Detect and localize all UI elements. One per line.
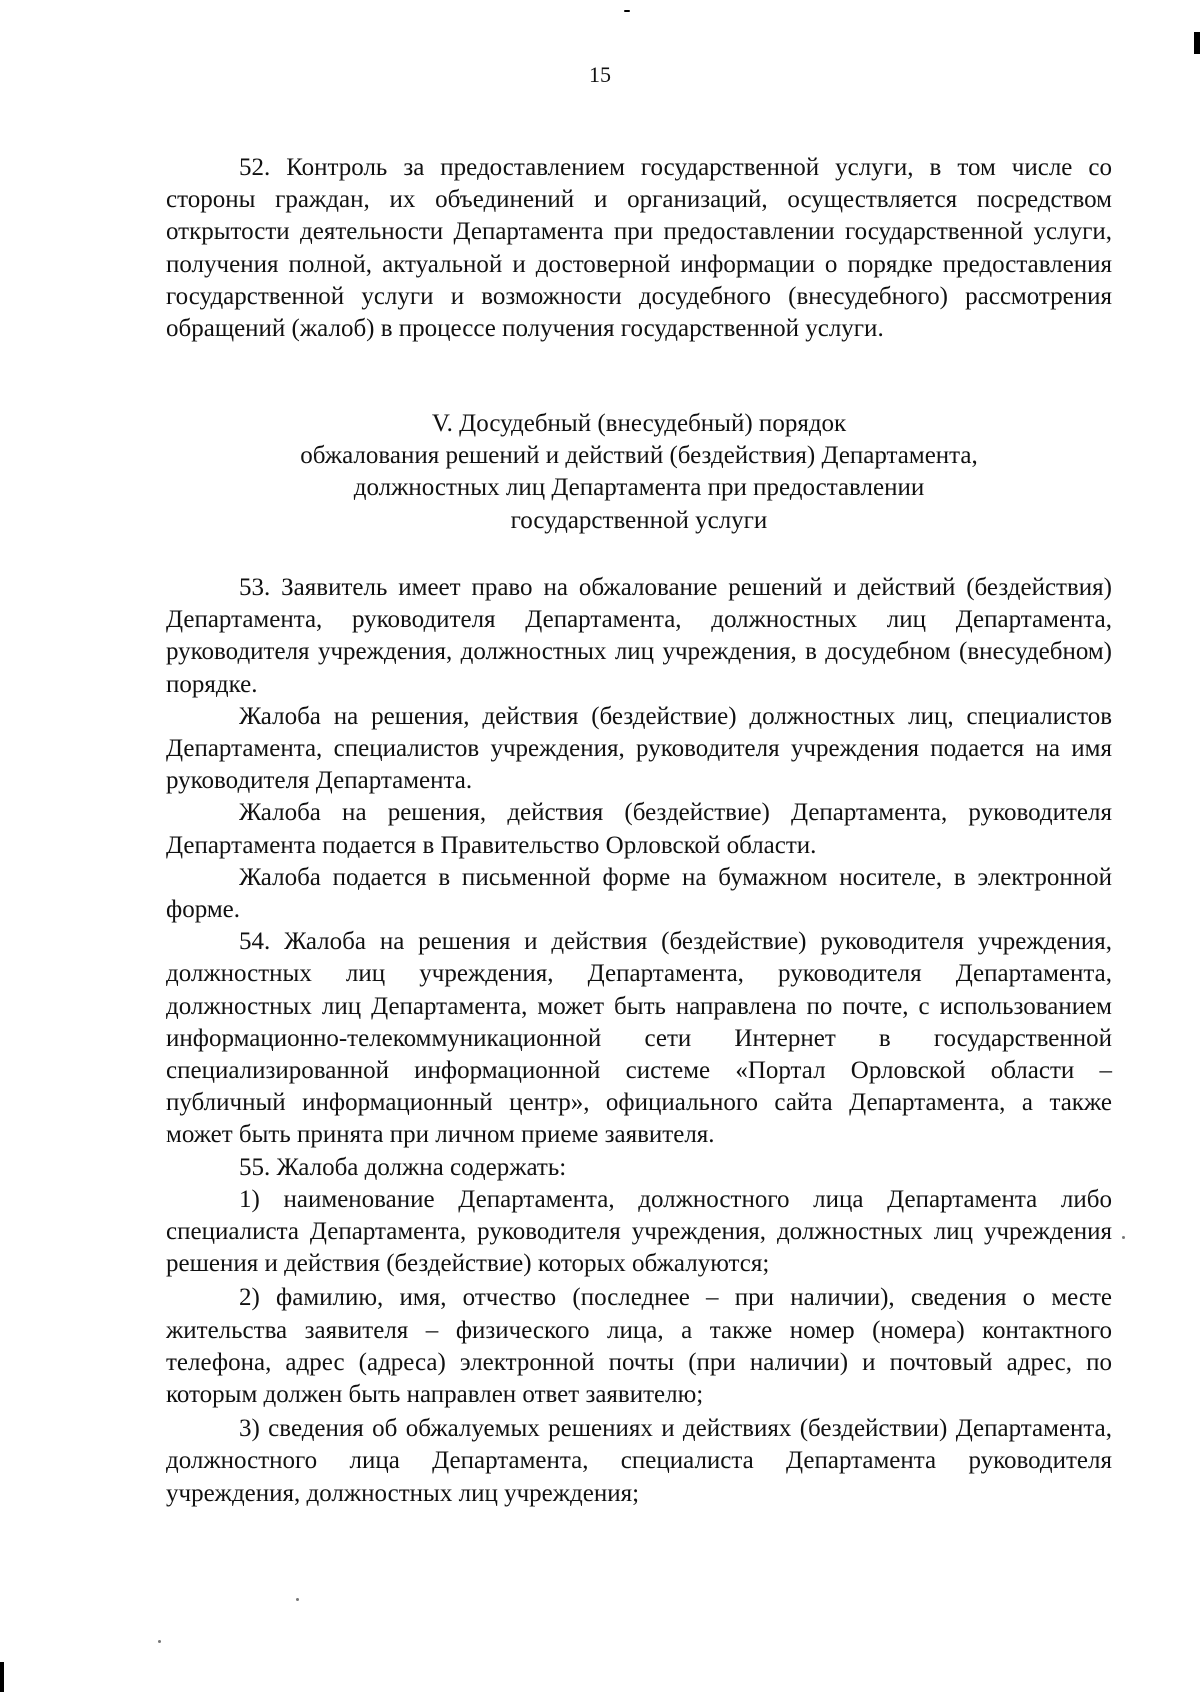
section-heading-line: V. Досудебный (внесудебный) порядок <box>431 410 847 437</box>
section-heading <box>166 408 1112 537</box>
scan-speck <box>1122 1236 1125 1239</box>
page-number: 15 <box>589 62 611 87</box>
paragraph: 53. Заявитель имеет право на обжалование решений и действий (бездействия) Департамента, руководителя Департамента, должностных лиц Департамента, руководителя учреждения, должностных лиц учреждения, в досудебном (внесудебном) порядке. <box>166 574 1112 698</box>
section-heading-line: обжалования решений и действий (бездействия) Департамента, <box>300 442 978 470</box>
scan-mark-right <box>1194 32 1200 54</box>
scan-speck <box>158 1640 161 1643</box>
paragraph: Жалоба на решения, действия (бездействие) Департамента, руководителя Департамента подается в Правительство Орловской области. <box>166 799 1112 859</box>
paragraph: 54. Жалоба на решения и действия (бездействие) руководителя учреждения, должностных лиц учреждения, Департамента, руководителя Департамента, должностных лиц Департамента, может быть направлена по почте, с использованием информационно-телекоммуникационной сети Интернет в государственной специализированной информационной системе «Портал Орловской области – публичный информационный центр», официального сайта Департамента, а также может быть принята при личном приеме заявителя. <box>166 928 1112 1149</box>
section-heading-line: должностных лиц Департамента при предоставлении <box>353 474 925 502</box>
paragraph: 52. Контроль за предоставлением государственной услуги, в том числе со стороны граждан, их объединений и организаций, осуществляется посредством открытости деятельности Департамента при предоставлении государственной услуги, получения полной, актуальной и достоверной информации о порядке предоставления государственной услуги и возможности досудебного (внесудебного) рассмотрения обращений (жалоб) в процессе получения государственной услуги. <box>166 154 1112 343</box>
scan-speck <box>296 1598 299 1601</box>
paragraph: 55. Жалоба должна содержать: <box>239 1153 567 1181</box>
paragraph-52-block <box>166 152 1112 345</box>
paragraph: 2) фамилию, имя, отчество (последнее – при наличии), сведения о месте жительства заявителя – физического лица, а также номер (номера) контактного телефона, адрес (адреса) электронной почты (при наличии) и почтовый адрес, по которым должен быть направлен ответ заявителю; <box>166 1284 1112 1409</box>
paragraph: Жалоба на решения, действия (бездействие) должностных лиц, специалистов Департамента, специалистов учреждения, руководителя учреждения подается на имя руководителя Департамента. <box>166 702 1112 795</box>
scan-mark-top <box>624 10 630 12</box>
paragraph: Жалоба подается в письменной форме на бумажном носителе, в электронной форме. <box>166 863 1112 924</box>
section-heading-line: государственной услуги <box>510 506 768 534</box>
scan-mark-left <box>0 1662 4 1692</box>
paragraph: 1) наименование Департамента, должностного лица Департамента либо специалиста Департамента, руководителя учреждения, должностных лиц учреждения решения и действия (бездействие) которых обжалуются; <box>166 1185 1112 1278</box>
paragraph: 3) сведения об обжалуемых решениях и действиях (бездействии) Департамента, должностного лица Департамента, специалиста Департамента руководителя учреждения, должностных лиц учреждения; <box>166 1415 1112 1507</box>
section-body <box>166 572 1112 1510</box>
